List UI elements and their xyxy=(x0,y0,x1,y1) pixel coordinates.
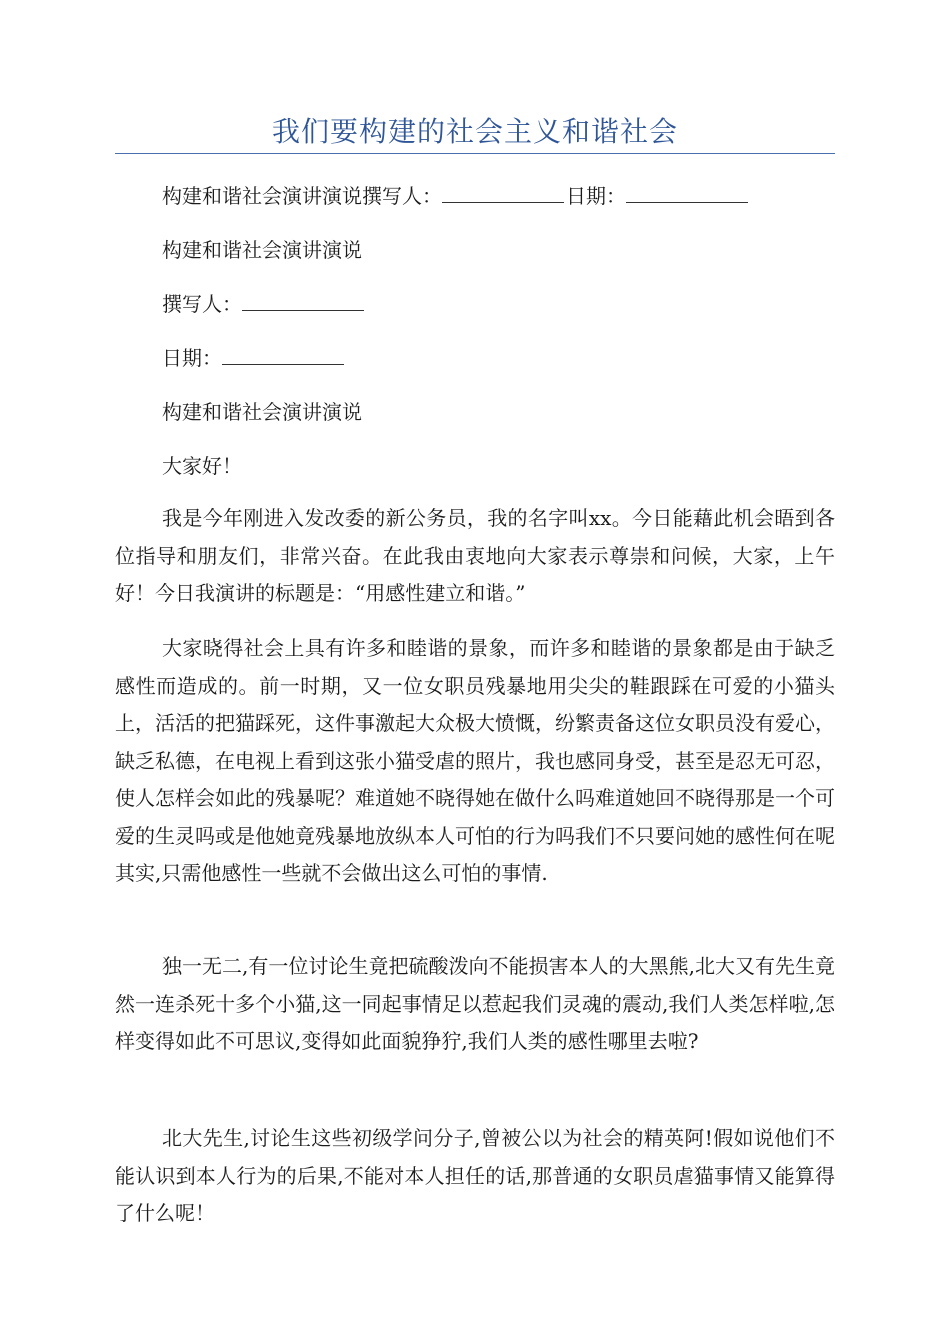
paragraph-1: 我是今年刚进入发改委的新公务员，我的名字叫xx。今日能藉此机会晤到各位指导和朋友们，非常兴奋。在此我由衷地向大家表示尊崇和问候，大家，上午好！今日我演讲的标题是：“用感性建立和谐。” xyxy=(115,506,835,605)
header-date-label: 日期： xyxy=(566,184,626,208)
author-label: 撰写人： xyxy=(162,292,242,316)
author-blank xyxy=(442,182,564,203)
subtitle-1: 构建和谐社会演讲演说 xyxy=(162,238,362,262)
paragraph-3: 独一无二,有一位讨论生竟把硫酸泼向不能损害本人的大黑熊,北大又有先生竟然一连杀死十多个小猫,这一同起事情足以惹起我们灵魂的震动,我们人类怎样啦,怎样变得如此不可思议,变得如此面貌狰狞,我们人类的感性哪里去啦? xyxy=(115,954,835,1053)
date-blank-2 xyxy=(222,344,344,365)
paragraph-4: 北大先生,讨论生这些初级学问分子,曾被公以为社会的精英阿!假如说他们不能认识到本人行为的后果,不能对本人担任的话,那普通的女职员虐猫事情又能算得了什么呢！ xyxy=(115,1126,835,1225)
header-line xyxy=(162,182,750,210)
date-blank xyxy=(626,182,748,203)
greeting: 大家好！ xyxy=(162,454,242,478)
paragraph-2: 大家晓得社会上具有许多和睦谐的景象，而许多和睦谐的景象都是由于缺乏感性而造成的。前一时期，又一位女职员残暴地用尖尖的鞋跟踩在可爱的小猫头上，活活的把猫踩死，这件事激起大众极大愤慨，纷繁责备这位女职员没有爱心，缺乏私德，在电视上看到这张小猫受虐的照片，我也感同身受，甚至是忍无可忍，使人怎样会如此的残暴呢？难道她不晓得她在做什么吗难道她回不晓得那是一个可爱的生灵吗或是他她竟残暴地放纵本人可怕的行为吗我们不只要问她的感性何在呢其实,只需他感性一些就不会做出这么可怕的事情. xyxy=(115,636,835,885)
author-blank-2 xyxy=(242,290,364,311)
document-title: 我们要构建的社会主义和谐社会 xyxy=(271,115,678,148)
header-author-label: 构建和谐社会演讲演说撰写人： xyxy=(162,184,442,208)
date-label: 日期： xyxy=(162,346,222,370)
date-line xyxy=(162,344,346,372)
author-line xyxy=(162,290,366,318)
title-underline xyxy=(115,153,835,154)
subtitle-2: 构建和谐社会演讲演说 xyxy=(162,400,362,424)
